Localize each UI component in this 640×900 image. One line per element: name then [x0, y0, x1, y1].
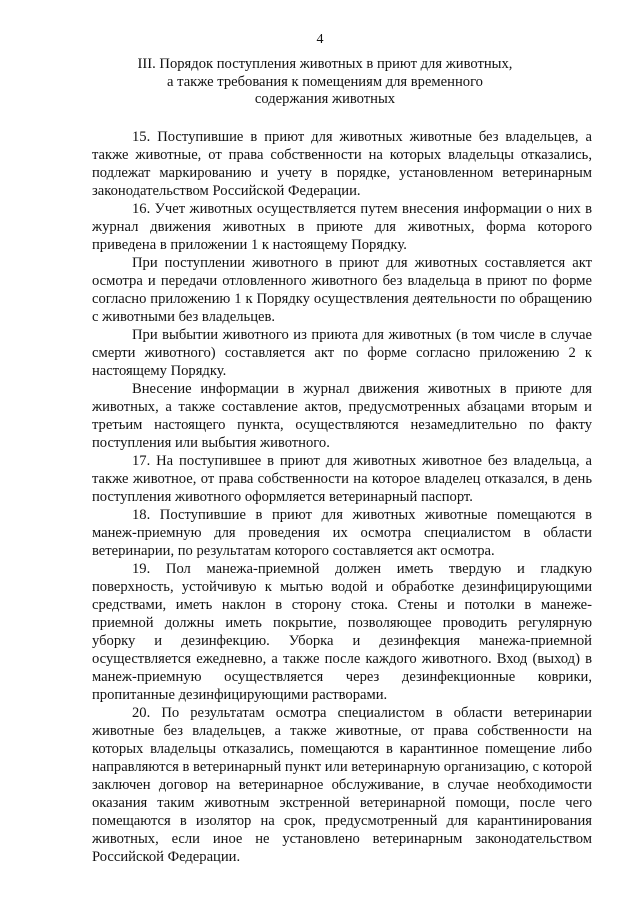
- paragraph-17: 17. На поступившее в приют для животных животное без владельца, а также животное, от права собственности на которое владелец отказался, в день поступления животного оформляется ветеринарный паспорт.: [92, 453, 592, 505]
- paragraph-20: 20. По результатам осмотра специалистом в области ветеринарии животные без владельцев, а также животные, от права собственности на которых владельцы отказались, помещаются в карантинное помещение либо направляются в ветеринарный пункт или ветеринарную организацию, с которой заключен договор на ветеринарное обслуживание, в случае необходимости оказания таким животным экстренной ветеринарной помощи, после чего помещаются в изолятор на срок, предусмотренный для карантинирования животных, если иное не установлено ветеринарным законодательством Российской Федерации.: [92, 705, 592, 865]
- section-heading: [90, 56, 560, 109]
- section-heading-line: III. Порядок поступления животных в приют для животных,: [137, 56, 513, 72]
- document-body: [92, 128, 592, 866]
- paragraph-16: 16. Учет животных осуществляется путем внесения информации о них в журнал движения животных в приюте для животных, форма которого приведена в приложении 1 к настоящему Порядку.: [92, 201, 592, 253]
- paragraph-16-admission: При поступлении животного в приют для животных составляется акт осмотра и передачи отловленного животного без владельца в приют по форме согласно приложению 1 к Порядку осуществления деятельности по обращению с животными без владельцев.: [92, 255, 592, 325]
- section-heading-line: содержания животных: [254, 91, 396, 107]
- paragraph-16-departure: При выбытии животного из приюта для животных (в том числе в случае смерти животного) составляется акт по форме согласно приложению 2 к настоящему Порядку.: [92, 327, 592, 379]
- paragraph-15: 15. Поступившие в приют для животных животные без владельцев, а также животные, от права собственности на которых владельцы отказались, подлежат маркированию и учету в порядке, установленном ветеринарным законодательством Российской Федерации.: [92, 129, 592, 199]
- paragraph-19: 19. Пол манежа-приемной должен иметь твердую и гладкую поверхность, устойчивую к мытью водой и обработке дезинфицирующими средствами, иметь наклон в сторону стока. Стены и потолки в манеже-приемной должны иметь покрытие, позволяющее проводить регулярную уборку и дезинфекцию. Уборка и дезинфекция манежа-приемной осуществляется ежедневно, а также после каждого животного. Вход (выход) в манеж-приемную осуществляется через дезинфекционные коврики, пропитанные дезинфицирующими растворами.: [92, 561, 592, 703]
- section-heading-line: а также требования к помещениям для временного: [167, 73, 483, 90]
- paragraph-16-recording: Внесение информации в журнал движения животных в приюте для животных, а также составление актов, предусмотренных абзацами вторым и третьим настоящего пункта, осуществляются незамедлительно по факту поступления или выбытия животного.: [92, 381, 592, 451]
- page-number: 4: [316, 32, 324, 47]
- paragraph-18: 18. Поступившие в приют для животных животные помещаются в манеж-приемную для проведения их осмотра специалистом в области ветеринарии, по результатам которого составляется акт осмотра.: [92, 507, 592, 559]
